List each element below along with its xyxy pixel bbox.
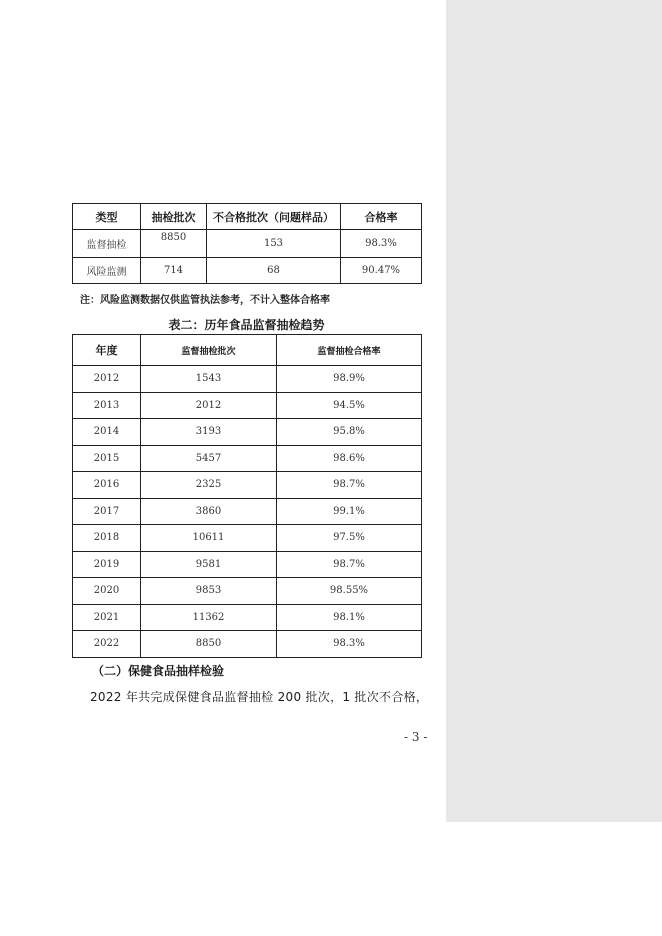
header-batches: 监督抽检批次 <box>141 335 277 366</box>
cell: 2012 <box>73 366 141 393</box>
cell: 2016 <box>73 472 141 499</box>
cell: 97.5% <box>277 525 422 552</box>
cell: 2017 <box>73 498 141 525</box>
header-pass-rate: 监督抽检合格率 <box>277 335 422 366</box>
cell: 98.3% <box>277 631 422 658</box>
cell: 714 <box>141 258 207 284</box>
table-header-row <box>73 204 422 230</box>
cell: 98.9% <box>277 366 422 393</box>
cell: 98.3% <box>341 230 422 258</box>
cell: 98.7% <box>277 551 422 578</box>
cell: 153 <box>207 230 341 258</box>
table-note: 注：风险监测数据仅供监管执法参考，不计入整体合格率 <box>80 295 330 306</box>
header-year: 年度 <box>73 335 141 366</box>
cell: 2012 <box>141 392 277 419</box>
comment-pane <box>446 0 662 822</box>
table-row <box>73 498 422 525</box>
cell: 2018 <box>73 525 141 552</box>
cell: 风险监测 <box>73 258 141 284</box>
cell: 3860 <box>141 498 277 525</box>
cell: 99.1% <box>277 498 422 525</box>
cell: 98.55% <box>277 578 422 605</box>
cell: 11362 <box>141 604 277 631</box>
cell: 5457 <box>141 445 277 472</box>
cell: 2325 <box>141 472 277 499</box>
table-row <box>73 472 422 499</box>
cell: 2013 <box>73 392 141 419</box>
cell: 68 <box>207 258 341 284</box>
table-row <box>73 445 422 472</box>
table-header-row <box>73 335 422 366</box>
cell: 98.1% <box>277 604 422 631</box>
cell: 9581 <box>141 551 277 578</box>
cell: 94.5% <box>277 392 422 419</box>
body-paragraph: 2022 年共完成保健食品监督抽检 200 批次，1 批次不合格， <box>90 690 429 704</box>
table-row <box>73 551 422 578</box>
header-failed: 不合格批次（问题样品） <box>207 204 341 230</box>
cell: 2020 <box>73 578 141 605</box>
cell: 98.6% <box>277 445 422 472</box>
header-pass-rate: 合格率 <box>341 204 422 230</box>
section-heading: （二）保健食品抽样检验 <box>92 664 225 678</box>
cell: 监督抽检 <box>73 230 141 258</box>
cell: 95.8% <box>277 419 422 446</box>
cell: 2015 <box>73 445 141 472</box>
inspection-summary-table <box>72 203 422 284</box>
cell: 90.47% <box>341 258 422 284</box>
cell: 98.7% <box>277 472 422 499</box>
cell: 10611 <box>141 525 277 552</box>
table-row <box>73 525 422 552</box>
table-row <box>73 258 422 284</box>
cell: 2014 <box>73 419 141 446</box>
cell: 8850 <box>141 631 277 658</box>
table-row <box>73 604 422 631</box>
table-row <box>73 419 422 446</box>
header-type: 类型 <box>73 204 141 230</box>
page-number: - 3 - <box>404 730 428 744</box>
cell: 1543 <box>141 366 277 393</box>
cell: 2019 <box>73 551 141 578</box>
table-row <box>73 392 422 419</box>
header-batches: 抽检批次 <box>141 204 207 230</box>
cell: 2022 <box>73 631 141 658</box>
table-row <box>73 230 422 258</box>
table-row <box>73 366 422 393</box>
cell: 3193 <box>141 419 277 446</box>
table-row <box>73 631 422 658</box>
table-caption: 表二：历年食品监督抽检趋势 <box>168 318 325 332</box>
table-row <box>73 578 422 605</box>
annual-trend-table <box>72 334 422 658</box>
cell: 9853 <box>141 578 277 605</box>
cell: 2021 <box>73 604 141 631</box>
cell: 8850 <box>141 230 207 258</box>
